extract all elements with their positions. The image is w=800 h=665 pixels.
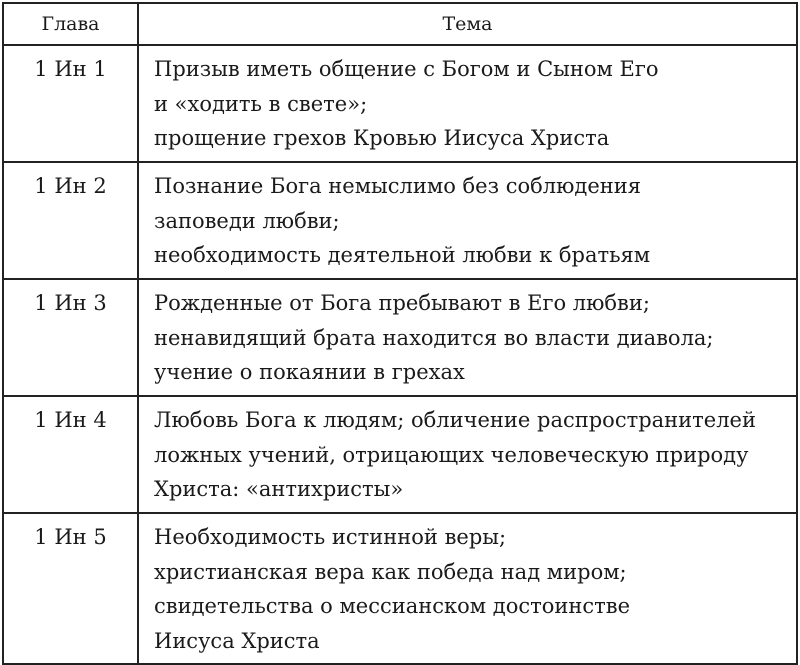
topic-cell bbox=[138, 279, 797, 396]
topic-cell bbox=[138, 45, 797, 162]
topic-line: учение о покаянии в грехах bbox=[154, 360, 465, 384]
topic-cell bbox=[138, 162, 797, 279]
topic-line: Любовь Бога к людям; обличение распространителей bbox=[154, 408, 756, 432]
topic-line: Познание Бога немыслимо без соблюдения bbox=[154, 174, 641, 198]
chapter-cell: 1 Ин 1 bbox=[3, 45, 138, 162]
topic-line: прощение грехов Кровью Иисуса Христа bbox=[154, 126, 610, 150]
topic-line: Христа: «антихристы» bbox=[154, 477, 404, 501]
table-header-row bbox=[3, 3, 797, 45]
chapter-cell: 1 Ин 4 bbox=[3, 396, 138, 513]
topic-line: христианская вера как победа над миром; bbox=[154, 559, 627, 584]
header-topic: Тема bbox=[138, 3, 797, 45]
header-chapter: Глава bbox=[3, 3, 138, 45]
topic-line: Призыв иметь общение с Богом и Сыном Его bbox=[154, 57, 659, 81]
chapter-cell: 1 Ин 5 bbox=[3, 513, 138, 664]
topic-line: ложных учений, отрицающих человеческую природу bbox=[154, 442, 749, 467]
topic-line: заповеди любви; bbox=[154, 208, 340, 233]
topic-cell bbox=[138, 513, 797, 664]
table-row bbox=[3, 513, 797, 664]
chapter-cell: 1 Ин 2 bbox=[3, 162, 138, 279]
topic-line: ненавидящий брата находится во власти диавола; bbox=[154, 325, 714, 350]
topic-cell bbox=[138, 396, 797, 513]
topic-line: необходимость деятельной любви к братьям bbox=[154, 243, 651, 267]
topic-line: и «ходить в свете»; bbox=[154, 91, 368, 116]
topic-line: Рожденные от Бога пребывают в Его любви; bbox=[154, 291, 650, 315]
table-row bbox=[3, 279, 797, 396]
topic-line: Иисуса Христа bbox=[154, 628, 320, 653]
chapter-cell: 1 Ин 3 bbox=[3, 279, 138, 396]
table-row bbox=[3, 162, 797, 279]
chapter-topic-table bbox=[2, 2, 798, 665]
topic-line: Необходимость истинной веры; bbox=[154, 525, 507, 549]
table-row bbox=[3, 396, 797, 513]
topic-line: свидетельства о мессианском достоинстве bbox=[154, 594, 631, 618]
table-row bbox=[3, 45, 797, 162]
